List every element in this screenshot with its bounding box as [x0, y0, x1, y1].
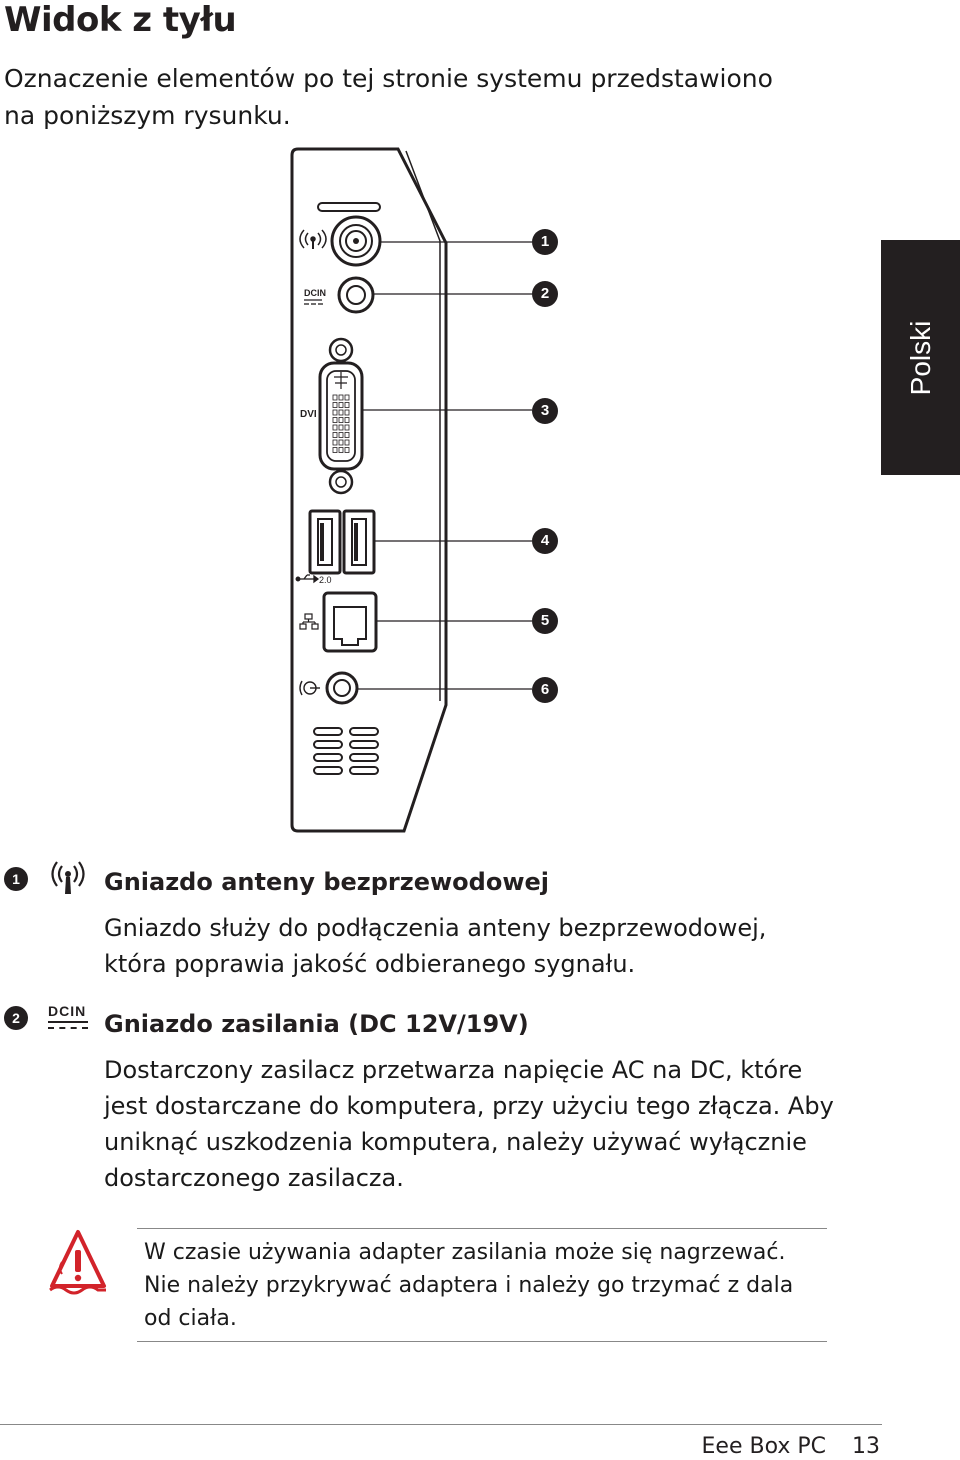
audio-out-icon: [300, 681, 320, 695]
dvi-pin: [333, 418, 337, 423]
vent-slot: [314, 754, 342, 761]
top-slot: [318, 203, 380, 211]
footer-page-number: 13: [852, 1434, 880, 1459]
dvi-pin: [339, 448, 343, 453]
item-body-2: Dostarczony zasilacz przetwarza napięcie AC na DC, które jest dostarczane do komputera, przy użyciu tego złącza. Aby uniknąć uszkodzenia komputera, należy używać wyłącznie dostarczonego zasilacza.: [104, 1056, 834, 1192]
usb-label: 2.0: [319, 575, 332, 585]
dvi-pin: [345, 418, 349, 423]
dvi-pin: [339, 410, 343, 415]
dvi-pin: [345, 433, 349, 438]
dc-in-icon: [48, 1004, 92, 1029]
lan-port: [324, 593, 376, 651]
dvi-pin: [333, 448, 337, 453]
dvi-pin: [333, 410, 337, 415]
dvi-pin: [345, 410, 349, 415]
page-title: Widok z tyłu: [4, 0, 237, 40]
language-tab: [881, 240, 960, 475]
vent-slot: [350, 728, 378, 735]
dvi-pin: [345, 403, 349, 408]
dvi-pin: [339, 425, 343, 430]
vent-slot: [350, 754, 378, 761]
footer-divider: [0, 1424, 882, 1425]
dvi-pin: [345, 448, 349, 453]
item-title-2: Gniazdo zasilania (DC 12V/19V): [104, 1010, 529, 1038]
footer-product-name: Eee Box PC: [701, 1434, 826, 1459]
callout-1: 1: [532, 229, 558, 255]
dcin-label: DCIN: [304, 288, 326, 298]
intro-text: Oznaczenie elementów po tej stronie systemu przedstawiono na poniższym rysunku.: [4, 64, 773, 130]
vent-slot: [314, 767, 342, 774]
dvi-pin: [333, 403, 337, 408]
dvi-label: DVI: [300, 409, 317, 420]
language-tab-label: Polski: [904, 320, 936, 395]
vent-slot: [314, 728, 342, 735]
dvi-pin: [339, 395, 343, 400]
callout-3: 3: [532, 398, 558, 424]
dvi-pin: [345, 425, 349, 430]
usb-ports: [310, 511, 374, 573]
callout-2: 2: [532, 281, 558, 307]
dvi-pin: [333, 425, 337, 430]
vent-slots: [314, 728, 378, 774]
usb-icon: [296, 575, 318, 582]
dvi-pin: [345, 440, 349, 445]
dvi-pin: [333, 440, 337, 445]
vent-slot: [350, 767, 378, 774]
item-number-2: 2: [4, 1006, 28, 1030]
dc-in-port: [339, 278, 373, 312]
wireless-antenna-icon: [48, 858, 88, 898]
callout-6: 6: [532, 677, 558, 703]
warning-text: W czasie używania adapter zasilania może się nagrzewać. Nie należy przykrywać adaptera i należy go trzymać z dala od ciała.: [144, 1240, 794, 1331]
dvi-pin: [333, 395, 337, 400]
dvi-pins: [333, 395, 349, 453]
dvi-pin: [345, 395, 349, 400]
dc-symbol-lines: [304, 300, 323, 304]
dvi-pin: [339, 418, 343, 423]
network-icon: [300, 614, 318, 629]
audio-port: [327, 673, 357, 703]
callout-5: 5: [532, 608, 558, 634]
callout-4: 4: [532, 528, 558, 554]
item-title-1: Gniazdo anteny bezprzewodowej: [104, 868, 550, 896]
item-number-1: 1: [4, 867, 28, 891]
dvi-pin: [339, 403, 343, 408]
dc-in-icon-label: DCIN: [48, 1003, 87, 1019]
dvi-pin: [339, 440, 343, 445]
dvi-port: [320, 339, 362, 493]
item-body-1: Gniazdo służy do podłączenia anteny bezprzewodowej, która poprawia jakość odbieranego sygnału.: [104, 914, 767, 978]
dvi-pin: [339, 433, 343, 438]
wireless-antenna-icon: [300, 230, 326, 249]
dvi-pin: [333, 433, 337, 438]
vent-slot: [314, 741, 342, 748]
vent-slot: [350, 741, 378, 748]
hot-surface-warning-icon: [48, 1228, 108, 1296]
antenna-port: [332, 217, 380, 265]
